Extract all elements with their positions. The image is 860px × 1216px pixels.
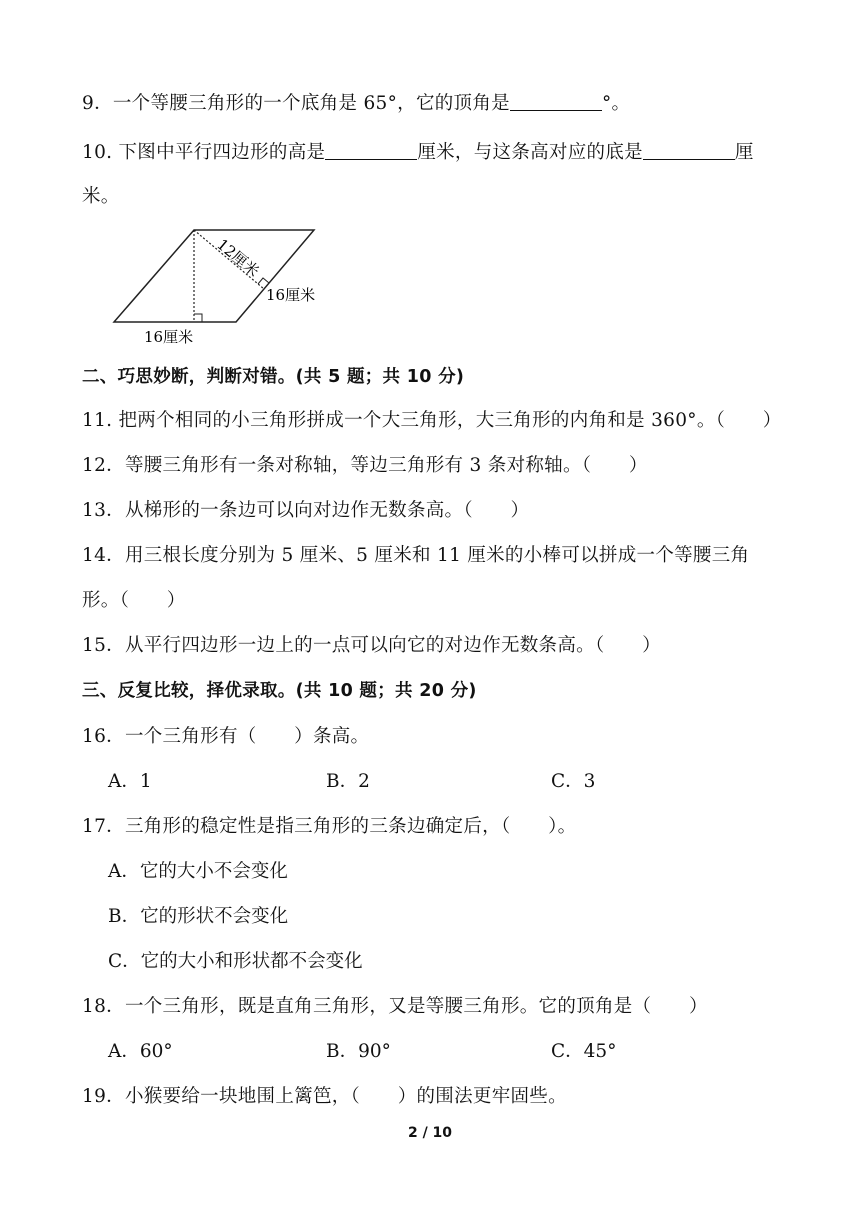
option-c[interactable]: C．45° [551,1041,617,1062]
option-a[interactable]: A．60° [108,1041,173,1062]
question-10 [82,139,754,166]
question-18: 18．一个三角形，既是直角三角形，又是等腰三角形。它的顶角是（ ） [82,996,708,1017]
option-b[interactable]: B．2 [326,771,370,792]
question-12: 12．等腰三角形有一条对称轴，等边三角形有 3 条对称轴。（ ） [82,455,648,476]
option-b[interactable]: B．它的形状不会变化 [108,906,289,927]
question-19: 19．小猴要给一块地围上篱笆，（ ）的围法更牢固些。 [82,1086,567,1107]
question-13: 13．从梯形的一条边可以向对边作无数条高。（ ） [82,500,530,521]
section-2-heading: 二、巧思妙断，判断对错。(共 5 题；共 10 分) [82,367,465,387]
answer-blank[interactable] [510,90,602,111]
option-c[interactable]: C．3 [551,771,596,792]
section-3-heading: 三、反复比较，择优录取。(共 10 题；共 20 分) [82,681,477,701]
question-9-text: 9．一个等腰三角形的一个底角是 65°，它的顶角是 [82,93,510,114]
answer-blank[interactable] [643,139,735,160]
question-9 [82,90,630,117]
question-10-tail: 厘 [734,142,754,163]
option-a[interactable]: A．它的大小不会变化 [108,861,288,882]
question-14: 14．用三根长度分别为 5 厘米、5 厘米和 11 厘米的小棒可以拼成一个等腰三角 [82,545,750,566]
answer-blank[interactable] [325,139,417,160]
right-angle-mark-side [258,278,269,284]
question-10-mid: 厘米，与这条高对应的底是 [417,142,643,163]
question-11: 11. 把两个相同的小三角形拼成一个大三角形，大三角形的内角和是 360°。（ ） [82,410,782,431]
page-number: 2 / 10 [407,1125,453,1141]
option-b[interactable]: B．90° [326,1041,391,1062]
option-c[interactable]: C．它的大小和形状都不会变化 [108,951,363,972]
label-16cm-base: 16厘米 [144,328,194,346]
parallelogram-figure [108,222,348,348]
option-a[interactable]: A．1 [108,771,152,792]
question-16: 16．一个三角形有（ ）条高。 [82,726,370,747]
question-10-continued: 米。 [82,186,120,207]
label-16cm-side: 16厘米 [266,286,316,304]
label-12cm: 12厘米 [213,235,263,281]
question-17: 17．三角形的稳定性是指三角形的三条边确定后，（ ）。 [82,816,577,837]
question-10-text: 10. 下图中平行四边形的高是 [82,142,326,163]
question-9-tail: °。 [601,93,631,114]
question-15: 15．从平行四边形一边上的一点可以向它的对边作无数条高。（ ） [82,635,661,656]
parallelogram-shape [114,230,314,322]
question-14-continued: 形。（ ） [82,590,186,611]
right-angle-mark-base [194,314,202,322]
